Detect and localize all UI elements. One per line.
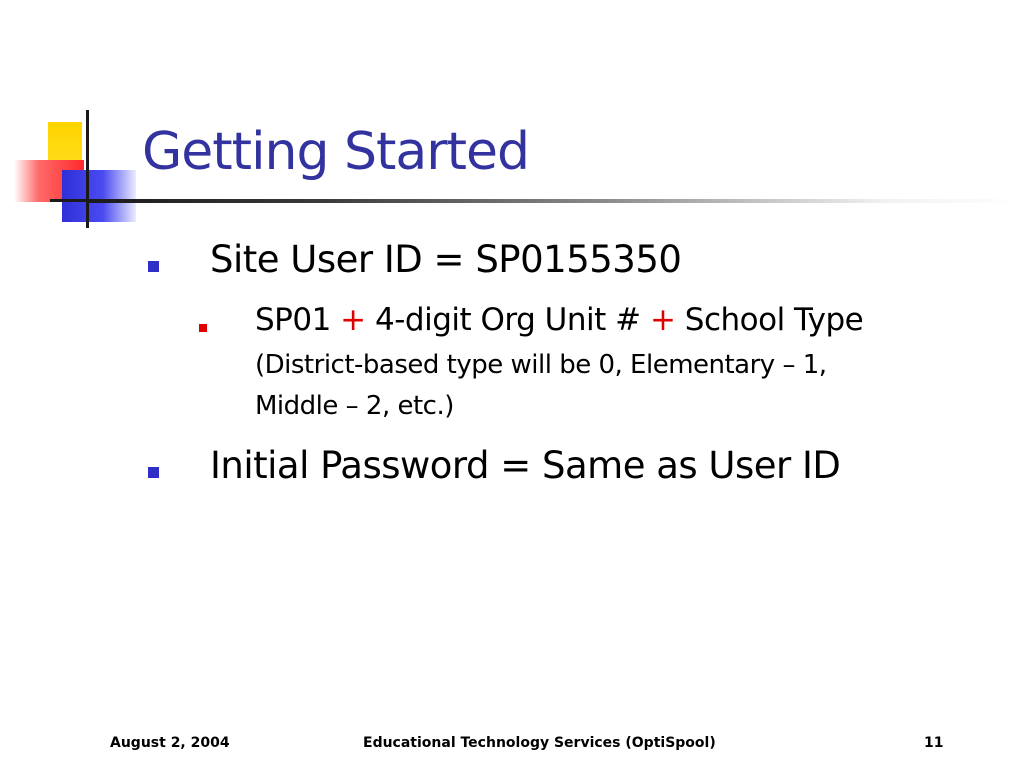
footer-page-number: 11	[924, 735, 944, 751]
sub-bullet-note-line-1: (District-based type will be 0, Elementary – 1,	[255, 350, 827, 380]
bullet-square-icon	[148, 261, 159, 272]
slide-title: Getting Started	[142, 122, 530, 182]
sub-bullet-square-icon	[199, 324, 207, 332]
bullet-site-user-id: Site User ID = SP0155350	[210, 238, 682, 281]
vertical-line-decoration	[86, 110, 89, 228]
plus-sign: +	[340, 302, 366, 338]
bullet-initial-password: Initial Password = Same as User ID	[210, 444, 841, 487]
sub-bullet-id-format	[255, 302, 863, 338]
footer-date: August 2, 2004	[110, 735, 230, 751]
plus-sign: +	[649, 302, 676, 338]
id-format-part-1: SP01	[255, 302, 341, 338]
id-format-part-3: School Type	[675, 302, 864, 338]
bullet-square-icon	[148, 467, 159, 478]
decorative-logo	[0, 0, 140, 240]
footer-organization: Educational Technology Services (OptiSpool)	[363, 735, 716, 751]
id-format-part-2: 4-digit Org Unit #	[365, 302, 650, 338]
title-rule	[86, 199, 1024, 203]
blue-square-decoration	[62, 170, 136, 222]
yellow-square-decoration	[48, 122, 82, 164]
sub-bullet-note-line-2: Middle – 2, etc.)	[255, 391, 454, 421]
